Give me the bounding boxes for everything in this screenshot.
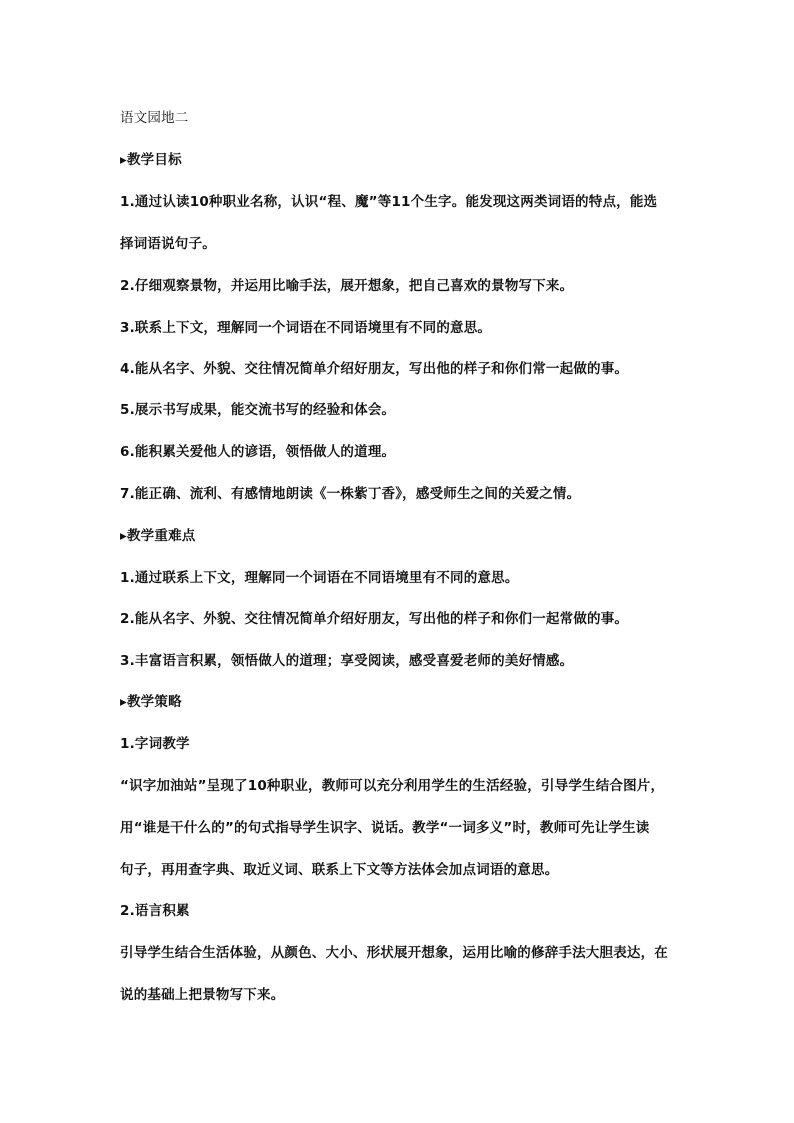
keypoint-line: 1.通过联系上下文，理解同一个词语在不同语境里有不同的意思。 [120,570,519,586]
strategy-paragraph-line: 句子，再用查字典、取近义词、联系上下文等方法体会加点词语的意思。 [120,862,559,878]
objective-line: 3.联系上下文，理解同一个词语在不同语境里有不同的意思。 [120,320,492,336]
strategy-paragraph-line: 用“谁是干什么的”的句式指导学生识字、说话。教学“一词多义”时，教师可先让学生读 [120,820,650,836]
document-title: 语文园地二 [120,110,189,126]
objective-line: 4.能从名字、外貌、交往情况简单介绍好朋友，写出他的样子和你们常一起做的事。 [120,361,629,377]
objective-line: 2.仔细观察景物，并运用比喻手法，展开想象，把自己喜欢的景物写下来。 [120,278,574,294]
objective-line: 6.能积累关爱他人的谚语，领悟做人的道理。 [120,444,396,460]
section-heading-strategies: ▸教学策略 [120,694,182,710]
objective-line: 7.能正确、流利、有感情地朗读《一株紫丁香》，感受师生之间的关爱之情。 [120,486,581,502]
objective-line: 5.展示书写成果，能交流书写的经验和体会。 [120,402,396,418]
section-heading-keypoints: ▸教学重难点 [120,528,196,544]
strategy-heading: 2.语言积累 [120,903,190,919]
objective-line: 择词语说句子。 [120,236,216,252]
objective-line: 1.通过认读10种职业名称，认识“程、魔”等11个生字。能发现这两类词语的特点，能选 [120,194,658,210]
keypoint-line: 3.丰富语言积累，领悟做人的道理；享受阅读，感受喜爱老师的美好情感。 [120,653,574,669]
section-heading-objectives: ▸教学目标 [120,152,182,168]
strategy-paragraph-line: “识字加油站”呈现了10种职业，教师可以充分利用学生的生活经验，引导学生结合图片， [120,778,665,794]
keypoint-line: 2.能从名字、外貌、交往情况简单介绍好朋友，写出他的样子和你们一起常做的事。 [120,611,629,627]
strategy-paragraph-line: 说的基础上把景物写下来。 [120,987,285,1003]
strategy-heading: 1.字词教学 [120,736,190,752]
strategy-paragraph-line: 引导学生结合生活体验，从颜色、大小、形状展开想象，运用比喻的修辞手法大胆表达，在 [120,945,668,961]
